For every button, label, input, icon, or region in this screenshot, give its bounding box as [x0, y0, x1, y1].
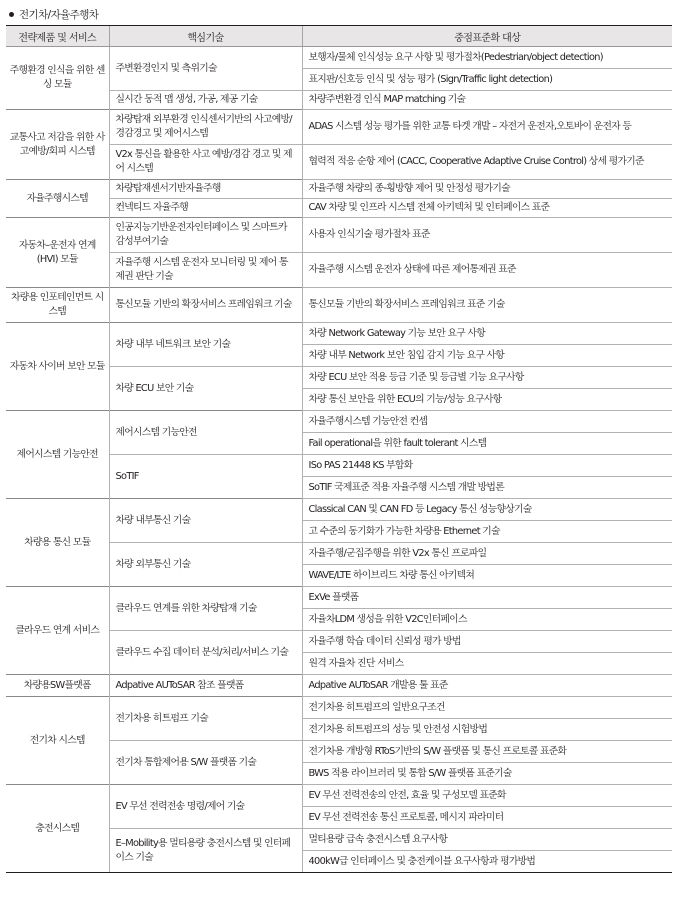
table-header-row: [6, 26, 672, 47]
table-row: [6, 587, 672, 609]
standardization-target-cell: 차량 ECU 보안 적용 등급 기준 및 등급별 기능 요구사항: [302, 367, 672, 389]
strategic-product-cell: 차량용 인포테인먼트 시스템: [6, 288, 109, 323]
table-row: [6, 411, 672, 433]
table-row: [6, 499, 672, 521]
standardization-target-cell: 자율차LDM 생성을 위한 V2C인터페이스: [302, 609, 672, 631]
core-technology-cell: 실시간 동적 맵 생성, 가공, 제공 기술: [109, 91, 302, 110]
standardization-target-cell: ADAS 시스템 성능 평가를 위한 교통 타겟 개발 – 자전거 운전자,오토바이 운전자 등: [302, 110, 672, 145]
standardization-table: [6, 25, 672, 873]
strategic-product-cell: 충전시스템: [6, 785, 109, 873]
table-row: [6, 218, 672, 253]
standardization-target-cell: 전기차용 히트펌프의 성능 및 안전성 시험방법: [302, 719, 672, 741]
core-technology-cell: 차량 ECU 보안 기술: [109, 367, 302, 411]
core-technology-cell: 제어시스템 기능안전: [109, 411, 302, 455]
core-technology-cell: 인공지능기반운전자인터페이스 및 스마트카감성부여기술: [109, 218, 302, 253]
standardization-target-cell: EV 무선 전력전송의 안전, 효율 및 구성모델 표준화: [302, 785, 672, 807]
standardization-target-cell: CAV 차량 및 인프라 시스템 전체 아키텍처 및 인터페이스 표준: [302, 199, 672, 218]
core-technology-cell: Adpative AUToSAR 참조 플랫폼: [109, 675, 302, 697]
strategic-product-cell: 주행환경 인식을 위한 센싱 모듈: [6, 47, 109, 110]
standardization-target-cell: 원격 자율차 진단 서비스: [302, 653, 672, 675]
strategic-product-cell: 차량용SW플랫폼: [6, 675, 109, 697]
core-technology-cell: 컨넥티드 자율주행: [109, 199, 302, 218]
standardization-target-cell: 멀티용량 급속 충전시스템 요구사항: [302, 829, 672, 851]
table-row: [6, 180, 672, 199]
core-technology-cell: 클라우드 연계를 위한 차량탑재 기술: [109, 587, 302, 631]
standardization-target-cell: 통신모듈 기반의 확장서비스 프레임워크 표준 기술: [302, 288, 672, 323]
standardization-target-cell: 보행자/물체 인식성능 요구 사항 및 평가절차(Pedestrian/object detection): [302, 47, 672, 69]
table-row: [6, 288, 672, 323]
table-row: [6, 785, 672, 807]
core-technology-cell: SoTIF: [109, 455, 302, 499]
core-technology-cell: 차량 외부통신 기술: [109, 543, 302, 587]
core-technology-cell: 차량 내부통신 기술: [109, 499, 302, 543]
standardization-target-cell: SoTIF 국제표준 적용 자율주행 시스템 개발 방법론: [302, 477, 672, 499]
standardization-target-cell: Fail operational을 위한 fault tolerant 시스템: [302, 433, 672, 455]
table-body: [6, 47, 672, 873]
standardization-target-cell: Classical CAN 및 CAN FD 등 Legacy 통신 성능향상기술: [302, 499, 672, 521]
standardization-target-cell: EV 무선 전력전송 통신 프로토콜, 메시지 파라미터: [302, 807, 672, 829]
standardization-target-cell: BWS 적용 라이브러리 및 통합 S/W 플랫폼 표준기술: [302, 763, 672, 785]
header-strategic-product: 전략제품 및 서비스: [6, 26, 109, 47]
bullet-icon: [9, 12, 14, 17]
table-row: [6, 110, 672, 145]
table-row: [6, 323, 672, 345]
section-title: 전기차/자율주행차: [19, 8, 99, 21]
core-technology-cell: 자율주행 시스템 운전자 모니터링 및 제어 통제권 판단 기술: [109, 253, 302, 288]
standardization-target-cell: 400kW급 인터페이스 및 충전케이블 요구사항과 평가방법: [302, 851, 672, 873]
standardization-target-cell: 차량 통신 보안을 위한 ECU의 기능/성능 요구사항: [302, 389, 672, 411]
header-core-technology: 핵심기술: [109, 26, 302, 47]
core-technology-cell: 전기차 통합제어용 S/W 플랫폼 기술: [109, 741, 302, 785]
strategic-product-cell: 제어시스템 기능안전: [6, 411, 109, 499]
standardization-target-cell: WAVE/LTE 하이브리드 차량 통신 아키텍쳐: [302, 565, 672, 587]
standardization-target-cell: ISo PAS 21448 KS 부합화: [302, 455, 672, 477]
table-row: [6, 47, 672, 69]
standardization-target-cell: 전기차용 히트펌프의 일반요구조건: [302, 697, 672, 719]
core-technology-cell: 클라우드 수집 데이터 분석/처리/서비스 기술: [109, 631, 302, 675]
standardization-target-cell: 자율주행 차량의 종-횡방향 제어 및 안정성 평가기술: [302, 180, 672, 199]
standardization-target-cell: 고 수준의 동기화가 가능한 차량용 Ethernet 기술: [302, 521, 672, 543]
header-standardization-target: 중점표준화 대상: [302, 26, 672, 47]
core-technology-cell: 차량 내부 네트워크 보안 기술: [109, 323, 302, 367]
standardization-target-cell: 자율주행 학습 데이터 신뢰성 평가 방법: [302, 631, 672, 653]
core-technology-cell: V2x 통신을 활용한 사고 예방/경감 경고 및 제어 시스템: [109, 145, 302, 180]
core-technology-cell: 주변환경인지 및 측위기술: [109, 47, 302, 91]
strategic-product-cell: 자동차–운전자 연계(HVI) 모듈: [6, 218, 109, 288]
strategic-product-cell: 전기차 시스템: [6, 697, 109, 785]
core-technology-cell: 차량탑재센서기반자율주행: [109, 180, 302, 199]
core-technology-cell: E–Mobility용 멀티용량 충전시스템 및 인터페이스 기술: [109, 829, 302, 873]
strategic-product-cell: 자율주행시스템: [6, 180, 109, 218]
core-technology-cell: 차량탑재 외부환경 인식센서기반의 사고예방/경감경고 및 제어시스템: [109, 110, 302, 145]
standardization-target-cell: 사용자 인식기술 평가절차 표준: [302, 218, 672, 253]
core-technology-cell: EV 무선 전력전송 명령/제어 기술: [109, 785, 302, 829]
strategic-product-cell: 교통사고 저감을 위한 사고예방/회피 시스템: [6, 110, 109, 180]
standardization-target-cell: 자율주행/군집주행을 위한 V2x 통신 프로파일: [302, 543, 672, 565]
standardization-target-cell: 차량주변환경 인식 MAP matching 기술: [302, 91, 672, 110]
table-row: [6, 675, 672, 697]
standardization-target-cell: 협력적 적응 순항 제어 (CACC, Cooperative Adaptive Cruise Control) 상세 평가기준: [302, 145, 672, 180]
section-heading: [9, 6, 98, 22]
standardization-target-cell: 차량 내부 Network 보안 침입 감지 기능 요구 사항: [302, 345, 672, 367]
standardization-target-cell: 자율주행 시스템 운전자 상태에 따른 제어통제권 표준: [302, 253, 672, 288]
standardization-target-cell: 자율주행시스템 기능안전 컨셉: [302, 411, 672, 433]
core-technology-cell: 통신모듈 기반의 확장서비스 프레임워크 기술: [109, 288, 302, 323]
standardization-target-cell: Adpative AUToSAR 개발용 툴 표준: [302, 675, 672, 697]
strategic-product-cell: 클라우드 연계 서비스: [6, 587, 109, 675]
standardization-target-cell: 전기차용 개방형 RToS기반의 S/W 플랫폼 및 통신 프로토콜 표준화: [302, 741, 672, 763]
standardization-target-cell: 표지판/신호등 인식 및 성능 평가 (Sign/Traffic light detection): [302, 69, 672, 91]
standardization-target-cell: ExVe 플랫폼: [302, 587, 672, 609]
standardization-target-cell: 차량 Network Gateway 기능 보안 요구 사항: [302, 323, 672, 345]
core-technology-cell: 전기차용 히트펌프 기술: [109, 697, 302, 741]
table-row: [6, 697, 672, 719]
strategic-product-cell: 자동차 사이버 보안 모듈: [6, 323, 109, 411]
strategic-product-cell: 차량용 통신 모듈: [6, 499, 109, 587]
